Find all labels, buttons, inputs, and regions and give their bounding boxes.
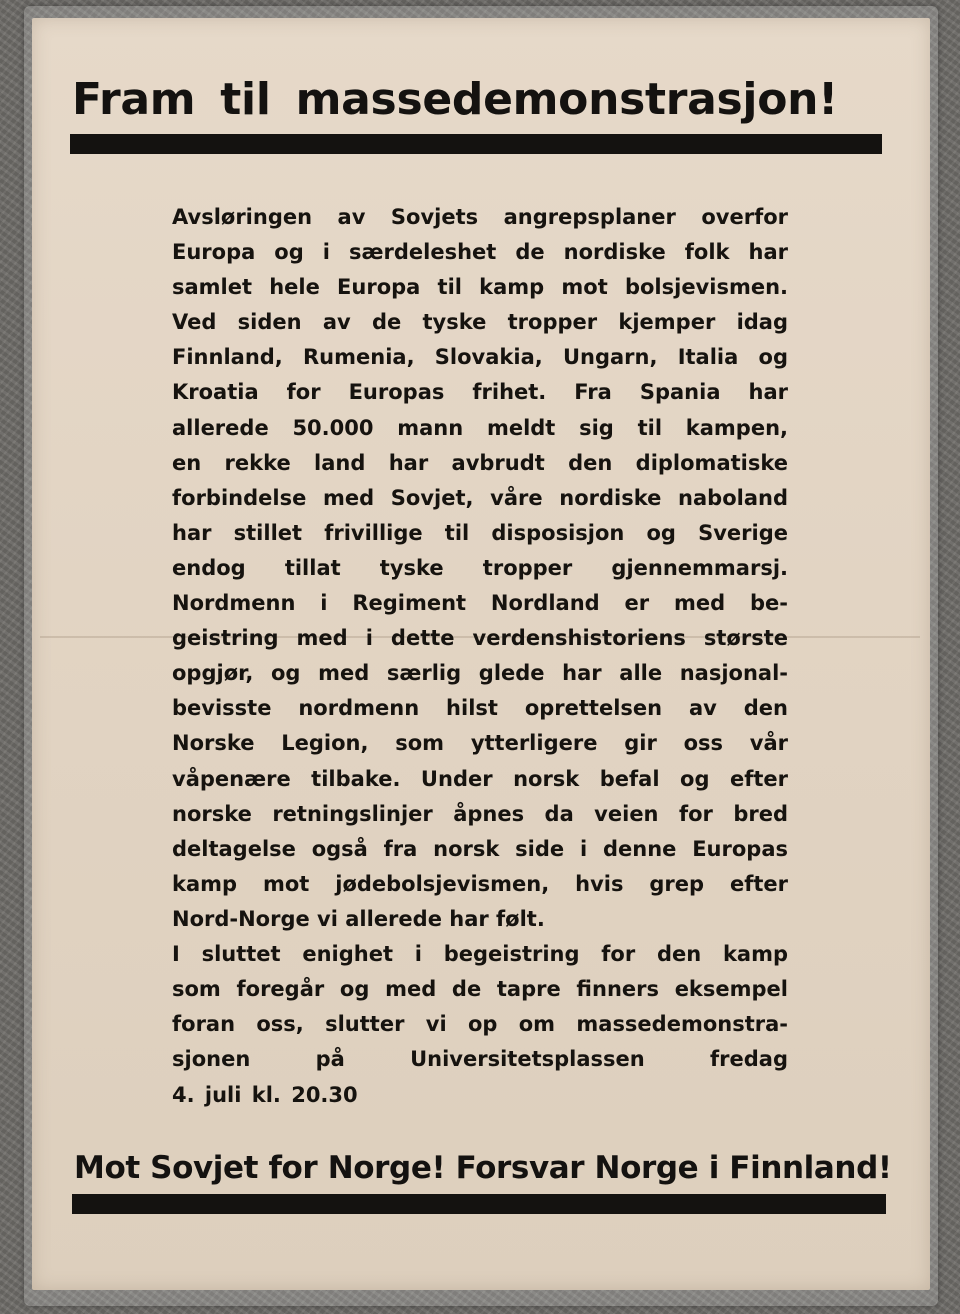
poster-body (172, 200, 788, 1077)
body-line: har stillet frivillige til disposisjon og Sverige (172, 520, 788, 545)
slogan-underline-bar (72, 1194, 886, 1214)
title-underline-bar (70, 134, 882, 154)
body-line: Europa og i særdeleshet de nordiske folk har (172, 240, 788, 265)
body-line: en rekke land har avbrudt den diplomatiske (172, 450, 788, 475)
body-line: Finnland, Rumenia, Slovakia, Ungarn, Italia og (172, 345, 788, 370)
body-line: våpenære tilbake. Under norsk befal og efter (172, 766, 788, 791)
body-line: I sluttet enighet i begeistring for den kamp (172, 941, 788, 966)
body-line: foran oss, slutter vi op om massedemonstra- (172, 1012, 788, 1037)
body-line: Nord-Norge vi allerede har følt. (172, 906, 545, 931)
body-line: deltagelse også fra norsk side i denne Europas (172, 836, 788, 861)
body-line: Norske Legion, som ytterligere gir oss vår (172, 731, 788, 756)
body-line: geistring med i dette verdenshistoriens største (172, 626, 788, 651)
body-line: bevisste nordmenn hilst oprettelsen av den (172, 696, 788, 721)
body-line: sjonen på Universitetsplassen fredag (172, 1047, 788, 1072)
poster-title: Fram til massedemonstrasjon! (72, 74, 838, 125)
body-line: norske retningslinjer åpnes da veien for bred (172, 801, 788, 826)
body-line: Nordmenn i Regiment Nordland er med be- (172, 591, 788, 616)
body-line: allerede 50.000 mann meldt sig til kampen, (172, 415, 788, 440)
body-line: samlet hele Europa til kamp mot bolsjevismen. (172, 275, 788, 300)
body-line: som foregår og med de tapre finners eksempel (172, 977, 788, 1002)
body-line: Kroatia for Europas frihet. Fra Spania har (172, 380, 788, 405)
body-line: Avsløringen av Sovjets angrepsplaner overfor (172, 205, 788, 229)
body-line: endog tillat tyske tropper gjennemmarsj. (172, 555, 788, 580)
event-date-time: 4. juli kl. 20.30 (172, 1083, 358, 1107)
body-line: opgjør, og med særlig glede har alle nasjonal- (172, 661, 788, 686)
poster-slogan: Mot Sovjet for Norge! Forsvar Norge i Finnland! (74, 1150, 892, 1186)
body-line: kamp mot jødebolsjevismen, hvis grep efter (172, 871, 788, 896)
body-line: Ved siden av de tyske tropper kjemper idag (172, 310, 788, 335)
body-line: forbindelse med Sovjet, våre nordiske naboland (172, 485, 788, 510)
